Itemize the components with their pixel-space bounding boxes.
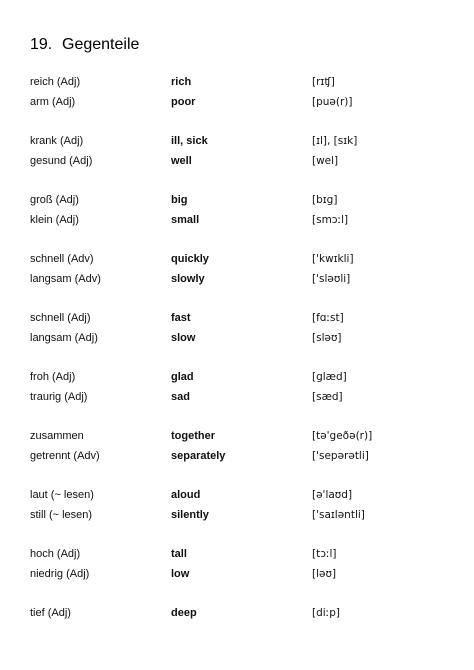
pronunciation: [puə(r)] [312, 95, 353, 108]
vocab-row [0, 427, 474, 445]
vocab-row [0, 152, 474, 170]
vocab-row [0, 388, 474, 406]
german-word: groß (Adj) [30, 194, 79, 206]
english-word: separately [171, 449, 226, 462]
german-word: reich (Adj) [30, 76, 81, 88]
vocab-row [0, 604, 474, 622]
german-word: zusammen [30, 430, 84, 442]
english-word: fast [171, 312, 191, 324]
vocab-row [0, 211, 474, 229]
vocab-row [0, 565, 474, 583]
vocab-row [0, 73, 474, 91]
german-word: traurig (Adj) [30, 390, 88, 403]
pronunciation: [ə'laʊd] [312, 489, 353, 501]
pronunciation: [wel] [312, 154, 339, 167]
pronunciation: [tə'geðə(r)] [312, 430, 373, 442]
english-word: rich [171, 76, 192, 88]
english-word: big [171, 194, 188, 206]
vocab-row [0, 506, 474, 524]
german-word: still (~ lesen) [30, 508, 93, 521]
pronunciation: [sləʊ] [312, 331, 342, 344]
vocab-row [0, 132, 474, 150]
pronunciation: [fɑːst] [312, 312, 344, 324]
pronunciation: ['saɪləntli] [312, 508, 365, 521]
vocab-row [0, 329, 474, 347]
vocab-row [0, 545, 474, 563]
german-word: niedrig (Adj) [30, 567, 90, 580]
pronunciation: [sæd] [312, 390, 343, 403]
pronunciation: [ləʊ] [312, 567, 337, 580]
vocab-row [0, 309, 474, 327]
pronunciation: [rɪʧ] [312, 76, 335, 88]
german-word: hoch (Adj) [30, 548, 81, 560]
german-word: schnell (Adj) [30, 312, 91, 324]
vocab-row [0, 486, 474, 504]
vocab-row [0, 93, 474, 111]
vocab-row [0, 191, 474, 209]
english-word: low [171, 567, 190, 580]
german-word: froh (Adj) [30, 371, 76, 383]
pronunciation: [ɪl], [sɪk] [312, 135, 358, 147]
title-number: 19. [30, 36, 53, 53]
german-word: krank (Adj) [30, 135, 84, 147]
english-word: slowly [171, 272, 205, 285]
pronunciation: [smɔːl] [312, 213, 349, 226]
german-word: tief (Adj) [30, 607, 71, 619]
english-word: tall [171, 548, 187, 560]
english-word: poor [171, 95, 196, 108]
english-word: silently [171, 508, 209, 521]
pronunciation: [diːp] [312, 607, 340, 619]
german-word: arm (Adj) [30, 95, 76, 108]
german-word: getrennt (Adv) [30, 449, 100, 462]
german-word: klein (Adj) [30, 213, 79, 226]
english-word: small [171, 213, 200, 226]
english-word: together [171, 430, 215, 442]
vocab-row [0, 250, 474, 268]
german-word: langsam (Adj) [30, 331, 98, 344]
english-word: quickly [171, 253, 209, 265]
vocab-row [0, 270, 474, 288]
german-word: laut (~ lesen) [30, 489, 94, 501]
pronunciation: ['sləʊli] [312, 272, 351, 285]
vocab-row [0, 447, 474, 465]
english-word: sad [171, 390, 190, 403]
pronunciation: ['kwɪkli] [312, 253, 354, 265]
english-word: glad [171, 371, 194, 383]
english-word: slow [171, 331, 196, 344]
german-word: langsam (Adv) [30, 272, 101, 285]
pronunciation: [bɪg] [312, 194, 338, 206]
german-word: gesund (Adj) [30, 154, 93, 167]
pronunciation: [glæd] [312, 371, 347, 383]
english-word: ill, sick [171, 135, 208, 147]
pronunciation: ['sepərətli] [312, 449, 369, 462]
english-word: deep [171, 607, 197, 619]
english-word: aloud [171, 489, 201, 501]
title-text: Gegenteile [62, 36, 140, 53]
vocab-row [0, 368, 474, 386]
pronunciation: [tɔːl] [312, 548, 337, 560]
english-word: well [171, 154, 192, 167]
german-word: schnell (Adv) [30, 253, 94, 265]
